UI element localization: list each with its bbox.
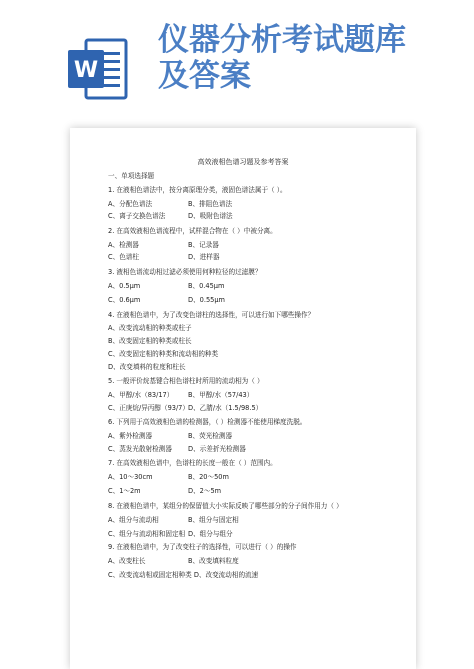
option: C、离子交换色谱法 <box>108 212 166 220</box>
option: B、20～50m <box>188 473 229 481</box>
svg-text:W: W <box>73 58 99 83</box>
option: D、改变填料的粒度和柱长 <box>108 363 186 371</box>
option: C、1～2m <box>108 487 141 495</box>
option: A、甲醇/水（83/17） <box>108 391 174 399</box>
option: B、记录器 <box>188 241 219 249</box>
title-line-1: 仪器分析考试题库 <box>158 22 406 58</box>
option: D、0.55μm <box>188 296 225 304</box>
option: D、示差折光检测器 <box>188 445 246 453</box>
document-header <box>0 0 474 130</box>
option: C、改变固定相的种类和流动相的种类 <box>108 350 219 358</box>
question-8: 8. 在液相色谱中，某组分的保留值大小实际反映了哪些部分的分子间作用力（ ） <box>108 502 343 510</box>
question-4: 4. 在液相色谱中，为了改变色谱柱的选择性，可以进行如下哪些操作？ <box>108 311 315 319</box>
option: C、组分与流动相和固定相 <box>108 530 186 538</box>
word-document-icon <box>66 38 128 102</box>
option: D、2～5m <box>188 487 222 495</box>
option: A、0.5μm <box>108 282 141 290</box>
option: C、正庚烷/异丙醇（93/7） <box>108 404 189 412</box>
question-2: 2. 在高效液相色谱流程中，试样混合物在（ ）中被分离。 <box>108 227 277 235</box>
question-3: 3. 液相色谱流动相过滤必须使用何种粒径的过滤膜？ <box>108 268 262 276</box>
question-6: 6. 下列用于高效液相色谱的检测器，（ ）检测器不能使用梯度洗脱。 <box>108 418 307 426</box>
option: C、改变流动相或固定相种类 D、改变流动相的流速 <box>108 571 259 579</box>
option: B、荧光检测器 <box>188 432 233 440</box>
question-5: 5. 一般评价烷基键合相色谱柱时所用的流动相为（ ） <box>108 377 264 385</box>
question-7: 7. 在高效液相色谱中，色谱柱的长度一般在（ ）范围内。 <box>108 459 277 467</box>
question-1: 1. 在液相色谱法中，按分离原理分类，液固色谱法属于（ ）。 <box>108 186 287 194</box>
option: A、分配色谱法 <box>108 200 153 208</box>
option: A、检测器 <box>108 241 139 249</box>
option: B、改变填料粒度 <box>188 557 239 565</box>
option: B、排阻色谱法 <box>188 200 233 208</box>
option: B、甲醇/水（57/43） <box>188 391 254 399</box>
option: C、0.6μm <box>108 296 141 304</box>
question-9: 9. 在液相色谱中，为了改变柱子的选择性，可以进行（ ）的操作 <box>108 543 297 551</box>
title-line-2: 及答案 <box>158 58 251 94</box>
option: A、改变流动相的种类或柱子 <box>108 324 192 332</box>
section-heading: 一、单项选择题 <box>108 172 155 180</box>
option: C、蒸发光散射检测器 <box>108 445 172 453</box>
option: B、0.45μm <box>188 282 225 290</box>
page-heading: 高效液相色谱习题及参考答案 <box>197 158 289 166</box>
option: D、乙腈/水（1.5/98.5） <box>188 404 263 412</box>
option: D、组分与组分 <box>188 530 233 538</box>
document-title <box>158 22 458 94</box>
option: D、进样器 <box>188 253 220 261</box>
option: A、10～30cm <box>108 473 153 481</box>
option: C、色谱柱 <box>108 253 139 261</box>
document-page <box>70 128 416 669</box>
option: A、改变柱长 <box>108 557 146 565</box>
option: B、改变固定相的种类或柱长 <box>108 337 192 345</box>
option: B、组分与固定相 <box>188 516 239 524</box>
option: A、紫外检测器 <box>108 432 153 440</box>
option: A、组分与流动相 <box>108 516 159 524</box>
option: D、吸附色谱法 <box>188 212 233 220</box>
